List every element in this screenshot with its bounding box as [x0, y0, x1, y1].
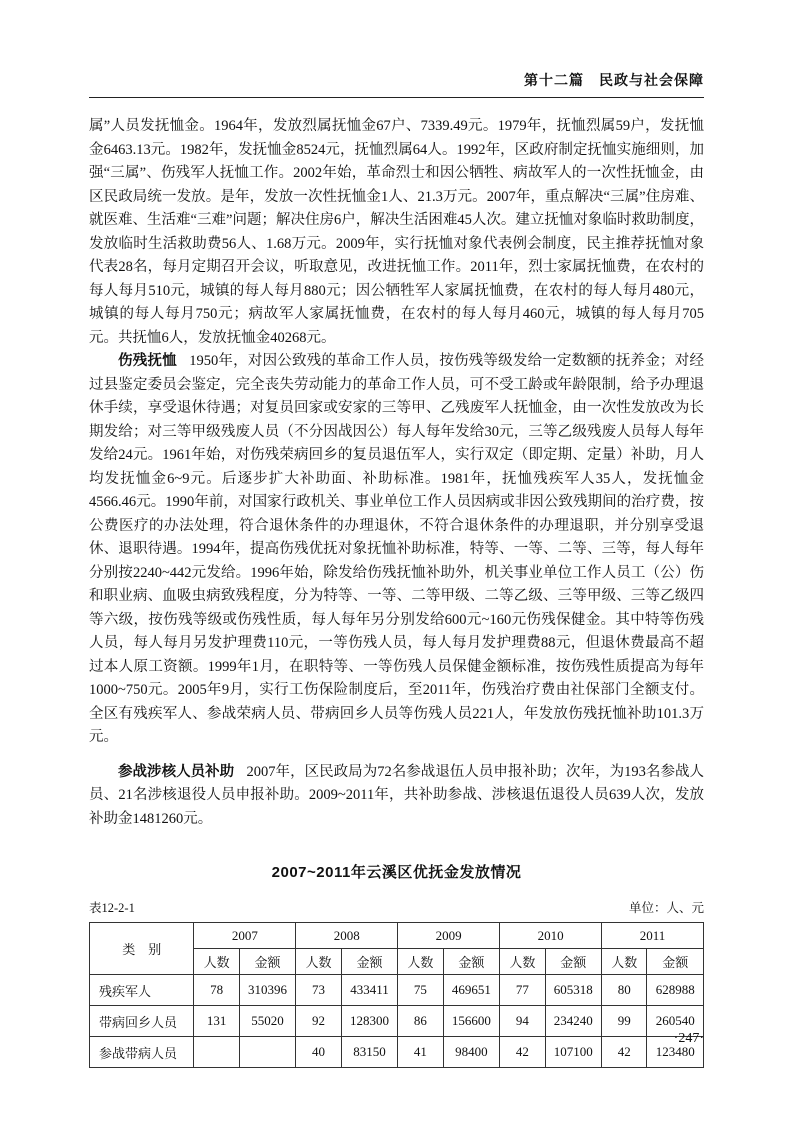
cell-people: 73 [296, 975, 341, 1006]
table-header-year-2007: 2007 [194, 923, 296, 949]
chapter-title: 第十二篇 民政与社会保障 [524, 72, 704, 88]
row-category: 带病回乡人员 [90, 1006, 194, 1037]
table-header-year-2008: 2008 [296, 923, 398, 949]
cell-people: 94 [500, 1006, 545, 1037]
paragraph-body-veteran-subsidy: 2007年，区民政局为72名参战退伍人员申报补助；次年，为193名参战人员、21名涉核退役人员申报补助。2009~2011年，共补助参战、涉核退伍退役人员639人次，发放补助金1481260元。 [89, 763, 704, 827]
paragraph-pension-history: 属”人员发抚恤金。1964年，发放烈属抚恤金67户、7339.49元。1979年，抚恤烈属59户，发抚恤金6463.13元。1982年，发抚恤金8524元，抚恤烈属64人。1992年，区政府制定抚恤实施细则，加强“三属”、伤残军人抚恤工作。2002年始，革命烈士和因公牺牲、病故军人的一次性抚恤金，由区民政局统一发放。是年，发放一次性抚恤金1人、21.3万元。2007年，重点解决“三属”住房难、就医难、生活难“三难”问题；解决住房6户，解决生活困难45人次。建立抚恤对象临时救助制度，发放临时生活救助费56人、1.68万元。2009年，实行抚恤对象代表例会制度，民主推荐抚恤对象代表28名，每月定期召开会议，听取意见，改进抚恤工作。2011年，烈士家属抚恤费，在农村的每人每月510元，城镇的每人每月880元；因公牺牲军人家属抚恤费，在农村的每人每月480元，城镇的每人每月750元；病故军人家属抚恤费，在农村的每人每月460元，城镇的每人每月705元。共抚恤6人，发放抚恤金40268元。 [89, 118, 704, 346]
table-header-row-years [90, 923, 704, 949]
table-subheader-people: 人数 [296, 949, 341, 975]
cell-people: 42 [500, 1037, 545, 1068]
paragraph-veteran-subsidy [89, 761, 704, 832]
cell-people: 41 [398, 1037, 443, 1068]
cell-amount: 107100 [545, 1037, 601, 1068]
cell-amount: 433411 [341, 975, 397, 1006]
table-meta [89, 898, 704, 916]
table-header-year-2010: 2010 [500, 923, 602, 949]
cell-amount: 310396 [239, 975, 295, 1006]
table-subheader-amount: 金额 [545, 949, 601, 975]
cell-people: 77 [500, 975, 545, 1006]
page-number: ·247· [673, 1031, 704, 1046]
table-subheader-people: 人数 [602, 949, 647, 975]
cell-amount: 469651 [443, 975, 499, 1006]
table-header-year-2011: 2011 [602, 923, 704, 949]
row-category: 参战带病人员 [90, 1037, 194, 1068]
table-header-year-2009: 2009 [398, 923, 500, 949]
cell-amount: 260540 [647, 1006, 704, 1037]
cell-people: 75 [398, 975, 443, 1006]
table-subheader-amount: 金额 [443, 949, 499, 975]
table-unit: 单位：人、元 [628, 901, 704, 915]
cell-amount: 83150 [341, 1037, 397, 1068]
table-subheader-people: 人数 [398, 949, 443, 975]
cell-people: 42 [602, 1037, 647, 1068]
cell-people: 92 [296, 1006, 341, 1037]
table-title: 2007~2011年云溪区优抚金发放情况 [271, 864, 522, 881]
paragraph-lead-veteran-subsidy: 参战涉核人员补助 [118, 763, 235, 780]
cell-amount: 128300 [341, 1006, 397, 1037]
pension-table [89, 922, 704, 1068]
table-subheader-amount: 金额 [341, 949, 397, 975]
page-content [89, 70, 704, 1068]
cell-amount: 628988 [647, 975, 704, 1006]
cell-amount: 156600 [443, 1006, 499, 1037]
cell-amount: 55020 [239, 1006, 295, 1037]
cell-amount: 123480 [647, 1037, 704, 1068]
cell-amount: 98400 [443, 1037, 499, 1068]
cell-amount: 234240 [545, 1006, 601, 1037]
cell-people: 78 [194, 975, 239, 1006]
table-row-war-ill [90, 1037, 704, 1068]
cell-people: 131 [194, 1006, 239, 1037]
paragraph-body-disability: 1950年，对因公致残的革命工作人员，按伤残等级发给一定数额的抚养金；对经过县鉴定委员会鉴定，完全丧失劳动能力的革命工作人员，可不受工龄或年龄限制，给予办理退休手续，享受退休待遇；对复员回家或安家的三等甲、乙残废军人抚恤金，由一次性发放改为长期发给；对三等甲级残废人员（不分因战因公）每人每年发给30元，三等乙级残废人员每人每年发给24元。1961年始，对伤残荣病回乡的复员退伍军人，实行双定（即定期、定量）补助，月人均发抚恤金6~9元。后逐步扩大补助面、补助标准。1981年，抚恤残疾军人35人，发抚恤金4566.46元。1990年前，对国家行政机关、事业单位工作人员因病或非因公致残期间的治疗费，按公费医疗的办法处理，符合退休条件的办理退休，不符合退休条件的办理退职，并分别享受退休、退职待遇。1994年，提高伤残优抚对象抚恤补助标准，特等、一等、二等、三等，每人每年分别按2240~442元发给。1996年始，除发给伤残抚恤补助外，机关事业单位工作人员工（公）伤和职业病、血吸虫病致残程度，分为特等、一等、二等甲级、二等乙级、三等甲级、三等乙级四等六级，按伤残等级或伤残性质，每人每年另分别发给600元~160元伤残保健金。其中特等伤残人员，每人每月另发护理费110元，一等伤残人员，每人每月发护理费88元，但退休费最高不超过本人原工资额。1999年1月，在职特等、一等伤残人员保健金额标准，按伤残性质提高为每年1000~750元。2005年9月，实行工伤保险制度后，至2011年，伤残治疗费由社保部门全额支付。全区有残疾军人、参战荣病人员、带病回乡人员等伤残人员221人，年发放伤残抚恤补助101.3万元。 [89, 353, 705, 745]
cell-people: 99 [602, 1006, 647, 1037]
paragraph-disability-pension [89, 350, 704, 750]
table-subheader-amount: 金额 [647, 949, 704, 975]
cell-people: 86 [398, 1006, 443, 1037]
table-subheader-people: 人数 [194, 949, 239, 975]
table-label: 表12-2-1 [89, 901, 135, 915]
cell-people: 80 [602, 975, 647, 1006]
table-row-disabled-soldiers [90, 975, 704, 1006]
table-subheader-people: 人数 [500, 949, 545, 975]
page-header [89, 70, 704, 98]
table-subheader-amount: 金额 [239, 949, 295, 975]
table-row-returned-ill [90, 1006, 704, 1037]
row-category: 残疾军人 [90, 975, 194, 1006]
body-text [89, 115, 704, 831]
cell-people [194, 1037, 239, 1068]
paragraph-lead-disability: 伤残抚恤 [118, 353, 177, 369]
cell-amount: 605318 [545, 975, 601, 1006]
cell-amount [239, 1037, 295, 1068]
table-header-category: 类 别 [90, 923, 194, 975]
cell-people: 40 [296, 1037, 341, 1068]
